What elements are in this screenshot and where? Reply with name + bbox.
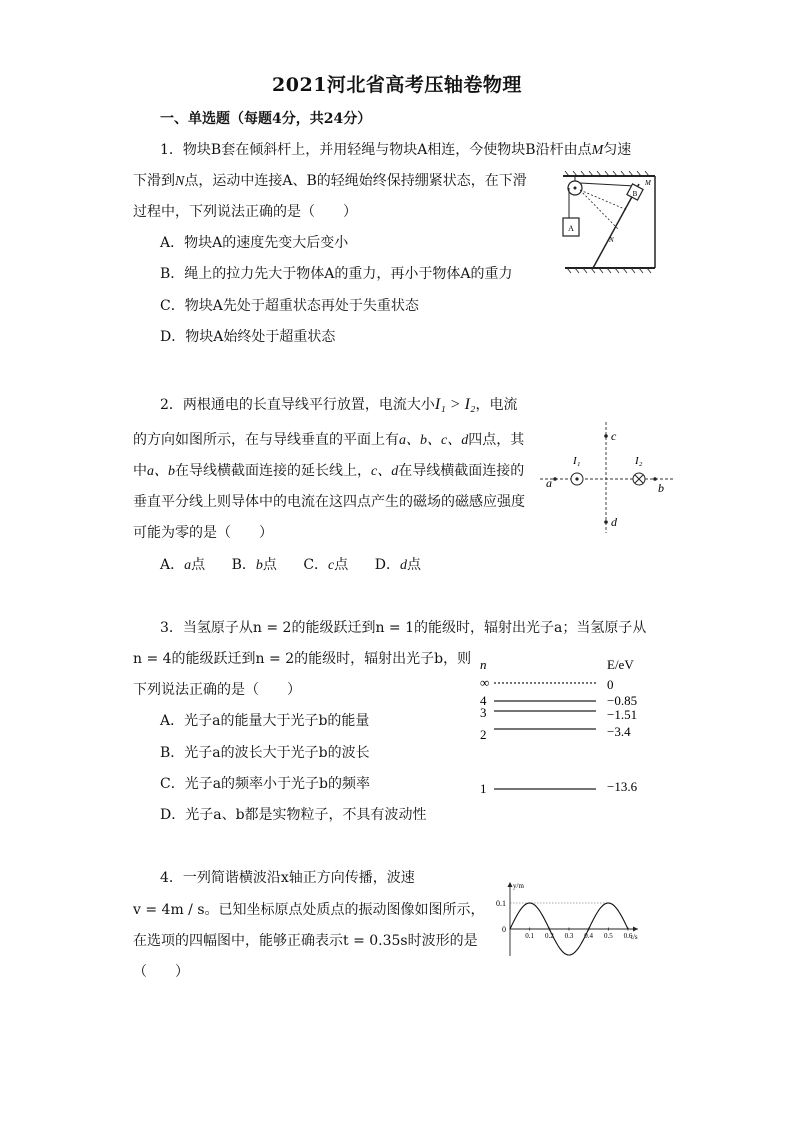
- dashed-rope-1: [580, 190, 619, 230]
- q3-line-3: 下列说法正确的是（ ）: [133, 682, 301, 698]
- q1-option-b: B．绳上的拉力先大于物体A的重力，再小于物体A的重力: [160, 266, 513, 282]
- dashed-rope-2: [580, 190, 627, 210]
- x-tick-label: 0.1: [525, 932, 535, 940]
- label-b: B: [632, 190, 638, 198]
- y-tick-label: 0.1: [496, 899, 506, 908]
- level-n-label: 1: [480, 781, 487, 796]
- x-axis-arrow-icon: [633, 927, 638, 932]
- page-title: 2021河北省高考压轴卷物理: [272, 74, 522, 96]
- x-axis-label: t/s: [631, 933, 638, 941]
- y-axis-label: y/m: [513, 882, 524, 890]
- level-n-label: ∞: [480, 675, 490, 690]
- rope-to-b: [580, 183, 635, 186]
- q2-figure: [535, 420, 680, 535]
- q1-line-3: 过程中，下列说法正确的是（ ）: [133, 204, 357, 220]
- label-d: d: [611, 515, 617, 529]
- q1-option-c: C．物块A先处于超重状态再处于失重状态: [160, 298, 419, 314]
- label-c: c: [611, 429, 617, 443]
- q1-figure: [555, 170, 665, 278]
- label-i1: I₁: [573, 455, 581, 467]
- q2-option-a: A．a点: [160, 557, 206, 573]
- level-energy-label: −3.4: [607, 724, 631, 739]
- q2-option-c: C．c点: [303, 557, 349, 573]
- point-b: [653, 477, 657, 481]
- q2-line-5: 可能为零的是（ ）: [133, 525, 273, 541]
- q2-option-d: D．d点: [374, 557, 421, 573]
- q1-line-1: 1．物块B套在倾斜杆上，并用轻绳与物块A相连，今使物块B沿杆由点M匀速: [160, 142, 632, 158]
- x-tick-label: 0.3: [564, 932, 574, 940]
- energy-levels: [480, 675, 638, 796]
- level-energy-label: −1.51: [607, 707, 638, 722]
- q1-option-d: D．物块A始终处于超重状态: [160, 329, 336, 345]
- q4-line-2: v = 4m / s。已知坐标原点处质点的振动图像如图所示，: [133, 902, 485, 918]
- label-a: a: [546, 476, 552, 490]
- level-energy-label: 0: [607, 677, 614, 692]
- label-a: A: [568, 224, 574, 233]
- q2-option-b: B．b点: [231, 557, 277, 573]
- label-i2: I₂: [635, 455, 643, 467]
- q2-options: [160, 558, 421, 573]
- x-tick-label: 0.6: [623, 932, 633, 940]
- q3-line-2: n = 4的能级跃迁到n = 2的能级时，辐射出光子b，则: [133, 651, 472, 667]
- q1-line-2: 下滑到N点，运动中连接A、B的轻绳始终保持绷紧状态，在下滑: [133, 173, 527, 189]
- level-energy-label: −13.6: [607, 779, 638, 794]
- q4-line-4: （ ）: [133, 964, 189, 980]
- point-d: [604, 520, 608, 524]
- q3-option-b: B．光子a的波长大于光子b的波长: [160, 745, 370, 761]
- n-axis-label: n: [480, 657, 487, 672]
- label-m: M: [645, 179, 651, 187]
- q1-option-a: A．物块A的速度先变大后变小: [160, 235, 349, 251]
- level-n-label: 3: [480, 705, 487, 720]
- energy-axis-label: E/eV: [607, 657, 634, 672]
- x-tick-label: 0.2: [544, 932, 554, 940]
- label-b: b: [658, 481, 664, 495]
- y-axis-arrow-icon: [508, 882, 513, 887]
- x-tick-label: 0.4: [584, 932, 594, 940]
- q3-energy-level-figure: [470, 655, 660, 805]
- q2-line-1: 2．两根通电的长直导线平行放置，电流大小I₁ > I₂，电流: [160, 396, 518, 413]
- q4-line-3: 在选项的四幅图中，能够正确表示t = 0.35s时波形的是: [133, 933, 478, 949]
- label-n: N: [609, 236, 614, 244]
- y-tick-label: 0: [502, 925, 506, 934]
- x-tick-label: 0.5: [603, 932, 613, 940]
- level-n-label: 2: [480, 727, 487, 742]
- q3-option-d: D．光子a、b都是实物粒子，不具有波动性: [160, 807, 427, 823]
- q2-line-3: 中a、b在导线横截面连接的延长线上，c、d在导线横截面连接的: [133, 463, 525, 479]
- q3-option-c: C．光子a的频率小于光子b的频率: [160, 776, 371, 792]
- point-c: [604, 434, 608, 438]
- q2-line-2: 的方向如图所示，在与导线垂直的平面上有a、b、c、d四点，其: [133, 432, 525, 448]
- point-a: [553, 477, 557, 481]
- q2-line-4: 垂直平分线上则导体中的电流在这四点产生的磁场的磁感应强度: [133, 494, 525, 510]
- q4-vibration-chart: [482, 878, 644, 960]
- q3-line-1: 3．当氢原子从n = 2的能级跃迁到n = 1的能级时，辐射出光子a；当氢原子从: [160, 620, 647, 636]
- q3-option-a: A．光子a的能量大于光子b的能量: [160, 713, 370, 729]
- q4-line-1: 4．一列简谐横波沿x轴正方向传播，波速: [160, 870, 415, 886]
- level-energy-label: −0.85: [607, 693, 638, 708]
- level-n-label: 4: [480, 693, 487, 708]
- section-heading: 一、单选题（每题4分，共24分）: [160, 111, 372, 127]
